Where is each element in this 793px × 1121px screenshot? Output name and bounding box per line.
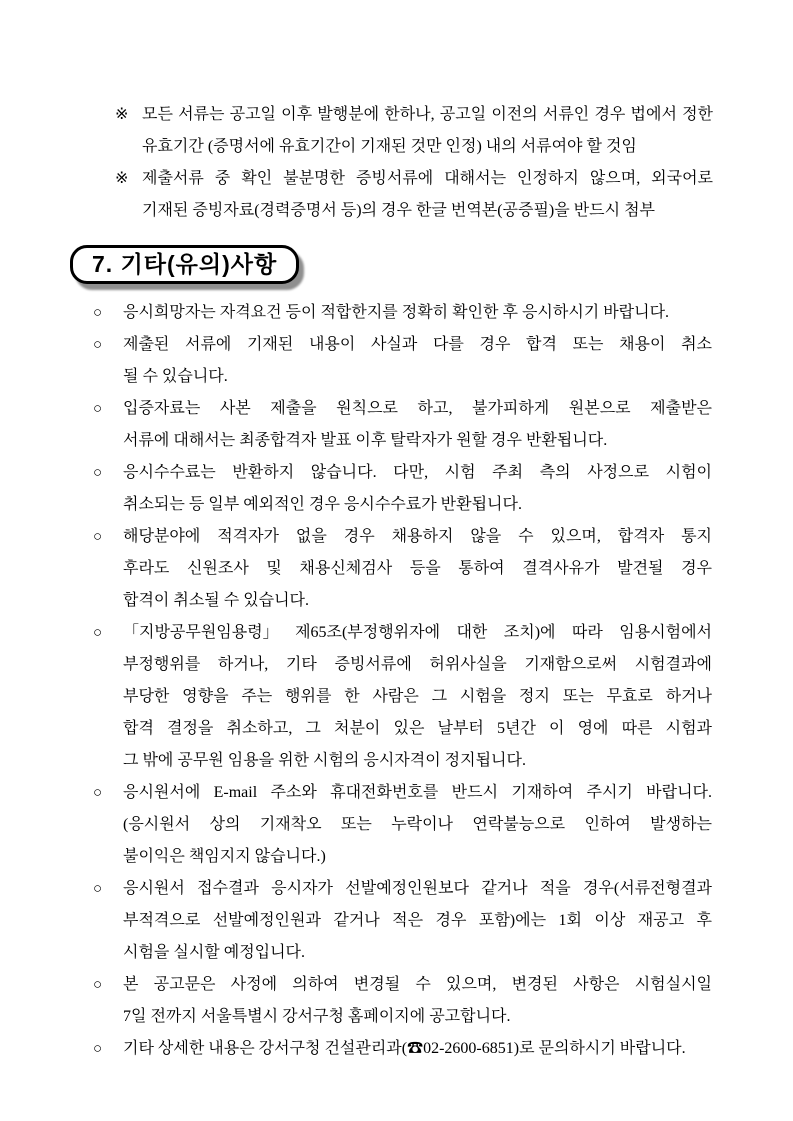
- item-content: [123, 297, 712, 329]
- list-item: [93, 777, 712, 873]
- reference-mark-icon: ※: [115, 170, 129, 187]
- item-content: [123, 617, 712, 777]
- text-line-content: 후라도 신원조사 및 채용신체검사 등을 통하여 결격사유가 발견될 경우: [123, 560, 712, 577]
- text-line-content: 제출서류 중 확인 불분명한 증빙서류에 대해서는 인정하지 않으며, 외국어로: [142, 170, 713, 187]
- circle-bullet-icon: ○: [93, 625, 103, 641]
- text-line: [123, 521, 712, 553]
- note-item: [115, 163, 713, 227]
- text-line: [123, 969, 712, 1001]
- circle-bullet-icon: ○: [93, 977, 103, 993]
- text-line: [123, 617, 712, 649]
- text-line: [123, 1033, 712, 1065]
- text-line-content: 부적격으로 선발예정인원과 같거나 적은 경우 포함)에는 1회 이상 재공고 후: [123, 912, 712, 929]
- text-line-content: 그 밖에 공무원 임용을 위한 시험의 응시자격이 정지됩니다.: [123, 752, 526, 769]
- text-line: [123, 937, 712, 969]
- text-line-content: 서류에 대해서는 최종합격자 발표 이후 탈락자가 원할 경우 반환됩니다.: [123, 432, 608, 449]
- item-content: [123, 521, 712, 617]
- text-line-content: 응시희망자는 자격요건 등이 적합한지를 정확히 확인한 후 응시하시기 바랍니다.: [123, 304, 670, 321]
- text-line: [123, 841, 712, 873]
- text-line-content: (응시원서 상의 기재착오 또는 누락이나 연락불능으로 인하여 발생하는: [123, 816, 712, 833]
- text-line-content: 부정행위를 하거나, 기타 증빙서류에 허위사실을 기재함으로써 시험결과에: [123, 656, 712, 673]
- text-line-content: 기재된 증빙자료(경력증명서 등)의 경우 한글 번역본(공증필)을 반드시 첨부: [142, 202, 655, 219]
- text-line: [123, 393, 712, 425]
- text-line: [123, 681, 712, 713]
- text-line: [123, 585, 712, 617]
- list-item: [93, 617, 712, 777]
- text-line-content: 유효기간 (증명서에 유효기간이 기재된 것만 인정) 내의 서류여야 할 것임: [142, 138, 637, 155]
- text-line: [123, 777, 712, 809]
- text-line: [142, 131, 713, 163]
- item-content: [123, 393, 712, 457]
- section-header: [70, 245, 793, 284]
- text-line: [123, 457, 712, 489]
- list-item: [93, 393, 712, 457]
- item-content: [123, 873, 712, 969]
- section-title-box: [70, 245, 299, 284]
- circle-bullet-icon: ○: [93, 1041, 103, 1057]
- text-line-content: 부당한 영향을 주는 행위를 한 사람은 그 시험을 정지 또는 무효로 하거나: [123, 688, 712, 705]
- list-item: [93, 297, 712, 329]
- item-content: [123, 777, 712, 873]
- text-line-content: 불이익은 책임지지 않습니다.): [123, 848, 326, 865]
- text-line: [123, 905, 712, 937]
- reference-mark-icon: ※: [115, 106, 129, 123]
- circle-bullet-icon: ○: [93, 305, 103, 321]
- text-line-content: 해당분야에 적격자가 없을 경우 채용하지 않을 수 있으며, 합격자 통지: [123, 528, 712, 545]
- list-item: [93, 457, 712, 521]
- circle-bullet-icon: ○: [93, 529, 103, 545]
- item-content: [123, 1033, 712, 1065]
- text-line: [123, 553, 712, 585]
- text-line-content: 합격이 취소될 수 있습니다.: [123, 592, 310, 609]
- text-line: [123, 873, 712, 905]
- note-item: [115, 99, 713, 163]
- text-line-content: 본 공고문은 사정에 의하여 변경될 수 있으며, 변경된 사항은 시험실시일: [123, 976, 712, 993]
- text-line: [142, 195, 713, 227]
- text-line-content: 모든 서류는 공고일 이후 발행분에 한하나, 공고일 이전의 서류인 경우 법에서 정한: [142, 106, 713, 123]
- item-content: [142, 163, 713, 227]
- list-item: [93, 521, 712, 617]
- text-line-content: 시험을 실시할 예정입니다.: [123, 944, 306, 961]
- text-line: [123, 297, 712, 329]
- bullet-list: [0, 297, 793, 1065]
- text-line: [123, 329, 712, 361]
- text-line: [123, 361, 712, 393]
- list-item: [93, 1033, 712, 1065]
- item-content: [123, 969, 712, 1033]
- list-item: [93, 329, 712, 393]
- text-line-content: 응시원서에 E-mail 주소와 휴대전화번호를 반드시 기재하여 주시기 바랍니다.: [123, 784, 712, 801]
- circle-bullet-icon: ○: [93, 465, 103, 481]
- item-content: [123, 329, 712, 393]
- text-line-content: 응시원서 접수결과 응시자가 선발예정인원보다 같거나 적을 경우(서류전형결과: [123, 880, 712, 897]
- list-item: [93, 873, 712, 969]
- circle-bullet-icon: ○: [93, 337, 103, 353]
- text-line-content: 입증자료는 사본 제출을 원칙으로 하고, 불가피하게 원본으로 제출받은: [123, 400, 712, 417]
- text-line-content: 될 수 있습니다.: [123, 368, 228, 385]
- circle-bullet-icon: ○: [93, 401, 103, 417]
- notes-section: [0, 0, 793, 227]
- text-line-content: 응시수수료는 반환하지 않습니다. 다만, 시험 주최 측의 사정으로 시험이: [123, 464, 712, 481]
- text-line-content: 기타 상세한 내용은 강서구청 건설관리과(☎02-2600-6851)로 문의하시기 바랍니다.: [123, 1040, 686, 1057]
- text-line: [123, 713, 712, 745]
- text-line: [123, 1001, 712, 1033]
- text-line-content: 취소되는 등 일부 예외적인 경우 응시수수료가 반환됩니다.: [123, 496, 522, 513]
- text-line-content: 제출된 서류에 기재된 내용이 사실과 다를 경우 합격 또는 채용이 취소: [123, 336, 712, 353]
- text-line: [123, 489, 712, 521]
- circle-bullet-icon: ○: [93, 881, 103, 897]
- list-item: [93, 969, 712, 1033]
- text-line: [142, 163, 713, 195]
- text-line: [123, 425, 712, 457]
- text-line-content: 합격 결정을 취소하고, 그 처분이 있은 날부터 5년간 이 영에 따른 시험과: [123, 720, 712, 737]
- text-line: [123, 649, 712, 681]
- item-content: [142, 99, 713, 163]
- text-line: [123, 745, 712, 777]
- section-title: 7. 기타(유의)사항: [92, 251, 278, 277]
- text-line: [142, 99, 713, 131]
- item-content: [123, 457, 712, 521]
- circle-bullet-icon: ○: [93, 785, 103, 801]
- text-line: [123, 809, 712, 841]
- text-line-content: 「지방공무원임용령」 제65조(부정행위자에 대한 조치)에 따라 임용시험에서: [123, 624, 712, 641]
- text-line-content: 7일 전까지 서울특별시 강서구청 홈페이지에 공고합니다.: [123, 1008, 511, 1025]
